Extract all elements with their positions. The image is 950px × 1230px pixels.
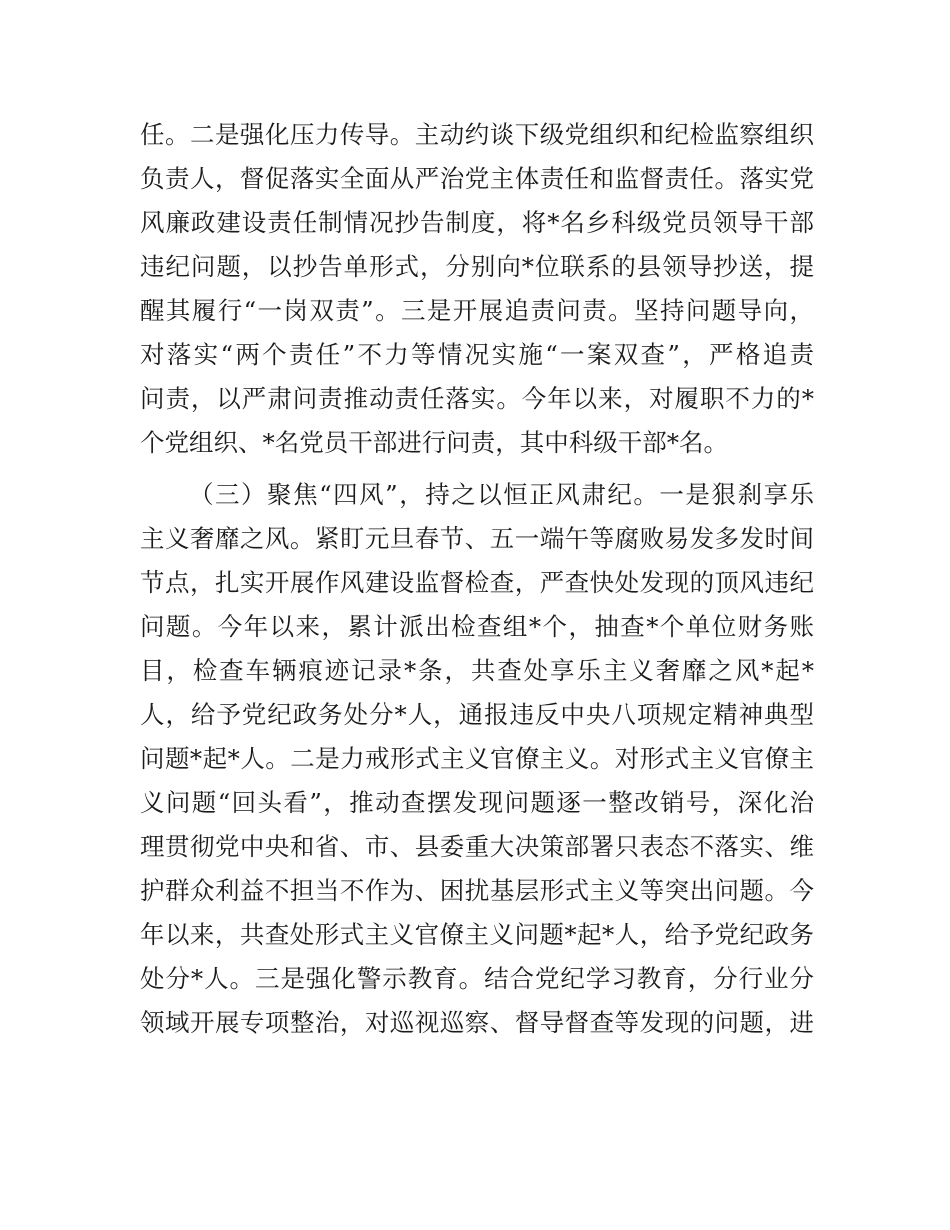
text-line: 人，给予党纪政务处分*人，通报违反中央八项规定精神典型 [140,700,814,729]
text-line: 负责人，督促落实全面从严治党主体责任和监督责任。落实党 [140,164,814,193]
text-line: 对落实“两个责任”不力等情况实施“一案双查”，严格追责 [140,340,814,369]
text-line: 护群众利益不担当不作为、困扰基层形式主义等突出问题。今 [140,876,814,905]
text-line: 违纪问题，以抄告单形式，分别向*位联系的县领导抄送，提 [140,252,814,281]
text-line: 目，检查车辆痕迹记录*条，共查处享乐主义奢靡之风*起* [140,656,814,685]
text-line: 节点，扎实开展作风建设监督检查，严查快处发现的顶风违纪 [140,568,814,597]
text-line: 理贯彻党中央和省、市、县委重大决策部署只表态不落实、维 [140,832,814,861]
text-line: 醒其履行“一岗双责”。三是开展追责问责。坚持问题导向， [140,296,814,325]
text-line: 主义奢靡之风。紧盯元旦春节、五一端午等腐败易发多发时间 [140,524,814,553]
paragraph-2 [140,473,814,1045]
text-line: 问题。今年以来，累计派出检查组*个，抽查*个单位财务账 [140,612,814,641]
paragraph-1 [140,113,814,465]
text-line: 任。二是强化压力传导。主动约谈下级党组织和纪检监察组织 [140,120,814,149]
text-line: 个党组织、*名党员干部进行问责，其中科级干部*名。 [140,428,728,457]
text-line: 问责，以严肃问责推动责任落实。今年以来，对履职不力的* [140,384,814,413]
text-line: 领域开展专项整治，对巡视巡察、督导督查等发现的问题，进 [140,1008,814,1037]
text-line: 风廉政建设责任制情况抄告制度，将*名乡科级党员领导干部 [140,208,814,237]
section-heading-line: （三）聚焦“四风”，持之以恒正风肃纪。一是狠刹享乐 [189,480,814,509]
text-line: 年以来，共查处形式主义官僚主义问题*起*人，给予党纪政务 [140,920,814,949]
text-line: 处分*人。三是强化警示教育。结合党纪学习教育，分行业分 [140,964,814,993]
text-line: 问题*起*人。二是力戒形式主义官僚主义。对形式主义官僚主 [140,744,814,773]
text-line: 义问题“回头看”，推动查摆发现问题逐一整改销号，深化治 [140,788,814,817]
